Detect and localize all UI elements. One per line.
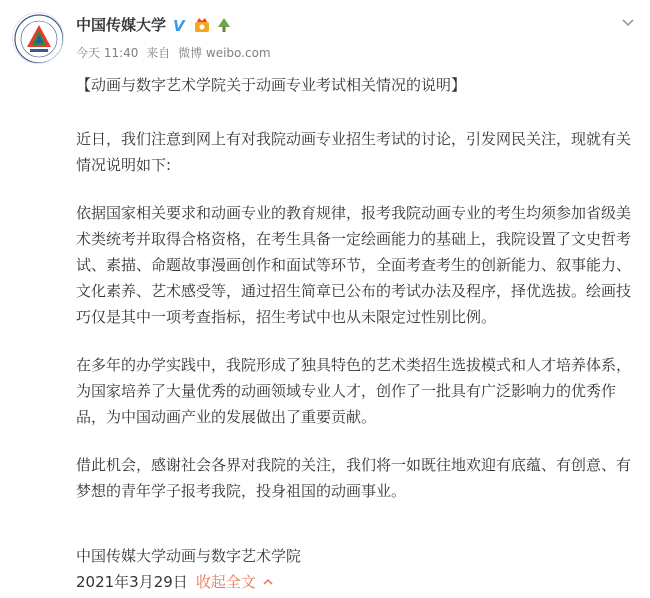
paragraph-4: 借此机会，感谢社会各界对我院的关注，我们将一如既往地欢迎有底蕴、有创意、有梦想的青年学子报考我院，投身祖国的动画事业。	[76, 456, 632, 500]
avatar[interactable]	[12, 12, 64, 64]
collapse-button[interactable]: 收起全文	[195, 573, 256, 591]
chevron-up-icon[interactable]	[262, 576, 274, 588]
tree-badge-icon	[216, 17, 232, 33]
verified-v-icon	[172, 17, 188, 33]
svg-text:V: V	[173, 16, 185, 33]
chevron-down-icon[interactable]	[620, 14, 636, 30]
post-source[interactable]: 微博 weibo.com	[178, 46, 271, 60]
user-name[interactable]: 中国传媒大学	[76, 16, 167, 34]
post-time[interactable]: 今天 11:40	[76, 46, 139, 60]
paragraph-3: 在多年的办学实践中，我院形成了独具特色的艺术类招生选拔模式和人才培养体系，为国家培养了大量优秀的动画领域专业人才，创作了一批具有广泛影响力的优秀作品，为中国动画产业的发展做出了重要贡献。	[76, 356, 632, 426]
post-meta	[76, 44, 275, 61]
paragraph-2: 依据国家相关要求和动画专业的教育规律，报考我院动画专业的考生均须参加省级美术类统考并取得合格资格，在考生具备一定绘画能力的基础上，我院设置了文史哲考试、素描、命题故事漫画创作和面试等环节，全面考查考生的创新能力、叙事能力、文化素养、艺术感受等，通过招生简章已公布的考试办法及程序，择优选拔。绘画技巧仅是其中一项考查指标，招生考试中也从未限定过性别比例。	[76, 204, 632, 326]
signature: 中国传媒大学动画与数字艺术学院	[76, 547, 302, 565]
paragraph-1: 近日，我们注意到网上有对我院动画专业招生考试的讨论，引发网民关注，现就有关情况说明如下:	[76, 130, 632, 174]
university-seal-icon	[13, 13, 64, 64]
post-footer	[76, 571, 274, 592]
post-title: 【动画与数字艺术学院关于动画专业考试相关情况的说明】	[76, 76, 467, 94]
post-body	[76, 72, 632, 504]
post-header	[76, 14, 232, 35]
fan-badge-icon	[194, 17, 210, 33]
post-date: 2021年3月29日	[76, 573, 188, 591]
source-prefix: 来自	[146, 46, 171, 60]
